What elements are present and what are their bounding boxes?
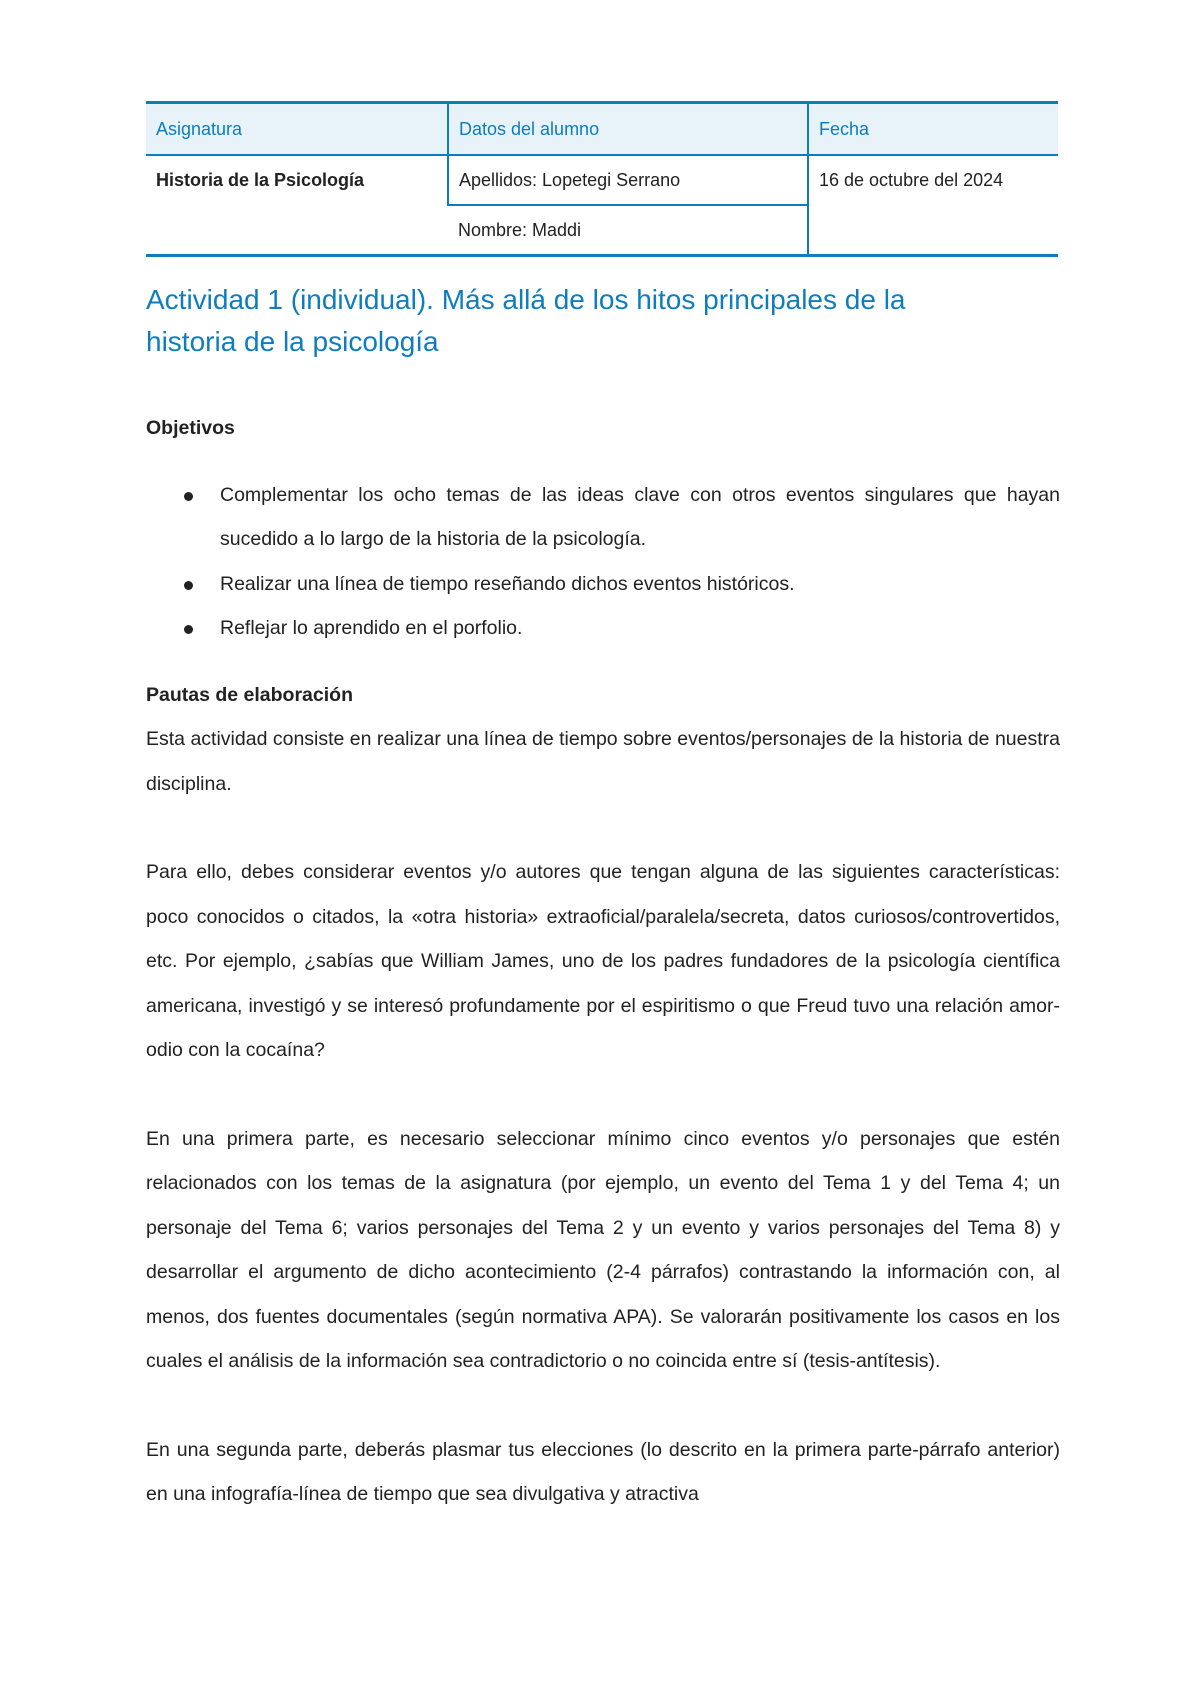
guidelines-paragraph-1: Esta actividad consiste en realizar una línea de tiempo sobre eventos/personajes de la historia de nuestra disciplina. <box>146 728 1060 795</box>
activity-title <box>146 279 1056 363</box>
date-cell: 16 de octubre del 2024 <box>808 155 1058 256</box>
guidelines-heading: Pautas de elaboración <box>146 683 353 706</box>
guidelines-paragraph-3: En una primera parte, es necesario seleccionar mínimo cinco eventos y/o personajes que estén relacionados con los temas de la asignatura (por ejemplo, un evento del Tema 1 y del Tema 4; un personaje del Tema 6; varios personajes del Tema 2 y un evento y varios personajes del Tema 8) y desarrollar el argumento de dicho acontecimiento (2-4 párrafos) contrastando la información con, al menos, dos fuentes documentales (según normativa APA). Se valorarán positivamente los casos en los cuales el análisis de la información sea contradictorio o no coincida entre sí (tesis-antítesis). <box>146 1127 1060 1372</box>
objectives-heading: Objetivos <box>146 417 235 439</box>
header-fecha: Fecha <box>808 103 1058 156</box>
guidelines-paragraph-2: Para ello, debes considerar eventos y/o autores que tengan alguna de las siguientes características: poco conocidos o citados, la «otra historia» extraoficial/paralela/secreta, datos curiosos/controvertidos, etc. Por ejemplo, ¿sabías que William James, uno de los padres fundadores de la psicología científica americana, investigó y se interesó profundamente por el espiritismo o que Freud tuvo una relación amor-odio con la cocaína? <box>146 861 1060 1061</box>
header-datos-alumno: Datos del alumno <box>448 103 808 156</box>
objective-item: Reflejar lo aprendido en el porfolio. <box>146 606 1060 651</box>
objective-item: Realizar una línea de tiempo reseñando dichos eventos históricos. <box>146 562 1060 607</box>
objective-item: Complementar los ocho temas de las ideas clave con otros eventos singulares que hayan sucedido a lo largo de la historia de la psicología. <box>146 473 1060 562</box>
header-table <box>146 101 1058 257</box>
objectives-list <box>146 473 1060 651</box>
bullet-icon <box>184 492 193 501</box>
activity-title-line1: Actividad 1 (individual). Más allá de los hitos principales de la <box>146 284 906 315</box>
activity-title-line2: historia de la psicología <box>146 326 439 357</box>
subject-cell: Historia de la Psicología <box>146 155 448 256</box>
bullet-icon <box>184 625 193 634</box>
guidelines-paragraph-4: En una segunda parte, deberás plasmar tus elecciones (lo descrito en la primera parte-párrafo anterior) en una infografía-línea de tiempo que sea divulgativa y atractiva <box>146 1438 1060 1505</box>
name-cell: Nombre: Maddi <box>448 205 808 256</box>
document-body <box>146 406 1060 1517</box>
header-asignatura: Asignatura <box>146 103 448 156</box>
bullet-icon <box>184 581 193 590</box>
surnames-cell: Apellidos: Lopetegi Serrano <box>448 155 808 205</box>
